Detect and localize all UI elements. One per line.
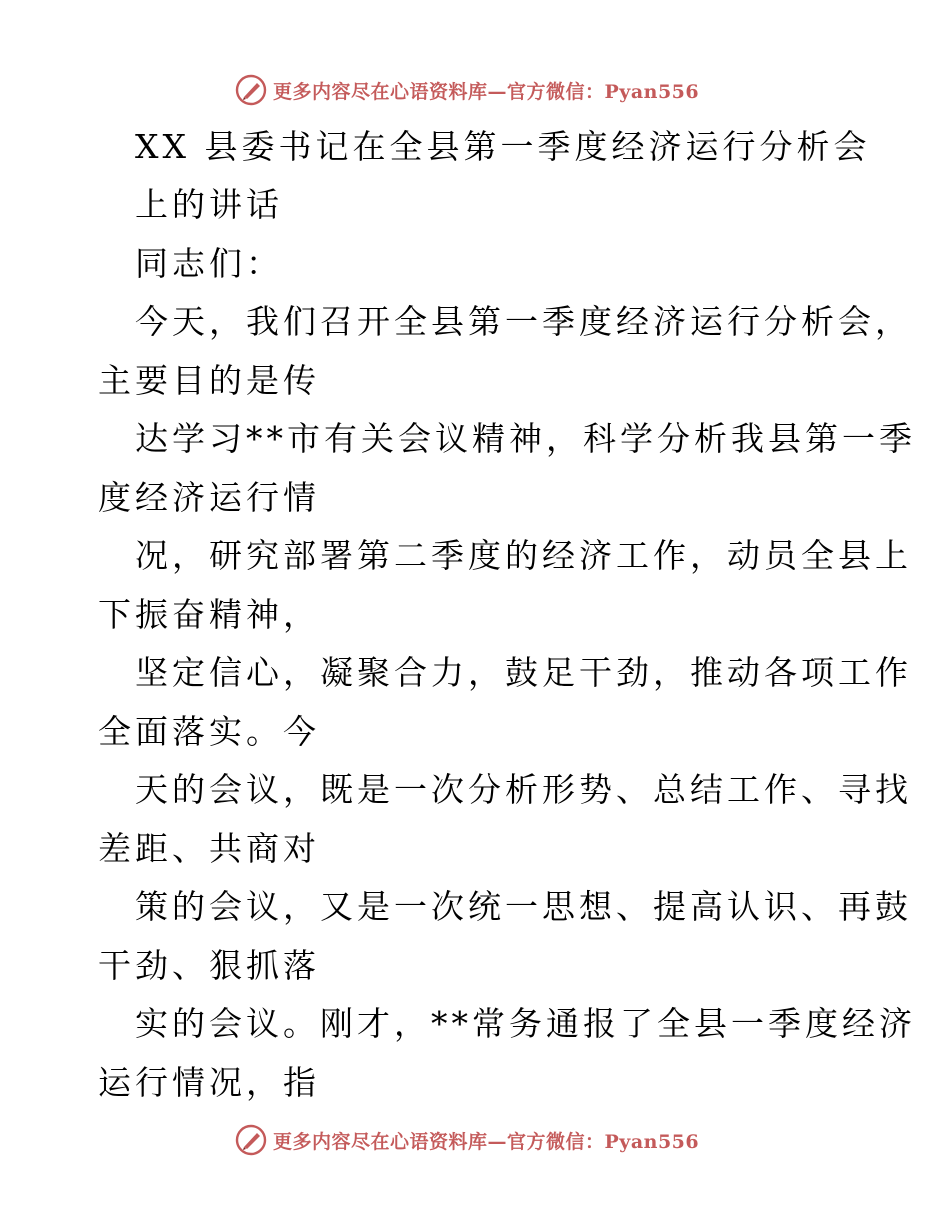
document-title-line-1: XX 县委书记在全县第一季度经济运行分析会 [135, 127, 871, 166]
body-line: 差距、共商对 [98, 829, 320, 868]
body-line: 全面落实。今 [98, 712, 320, 751]
body-line: 达学习**市有关会议精神，科学分析我县第一季 [135, 419, 916, 458]
document-title-line-2: 上的讲话 [135, 185, 283, 224]
body-line: 坚定信心，凝聚合力，鼓足干劲，推动各项工作 [135, 653, 912, 692]
body-line: 主要目的是传 [98, 361, 320, 400]
pen-logo-icon [235, 74, 267, 106]
body-line: 下振奋精神， [98, 595, 320, 634]
body-line: 度经济运行情 [98, 478, 320, 517]
watermark-text: 更多内容尽在心语资料库—官方微信：Pyan556 [273, 80, 700, 103]
body-line: 运行情况，指 [98, 1063, 320, 1102]
pen-logo-icon [235, 1124, 267, 1156]
footer-watermark [235, 1123, 699, 1157]
header-watermark [235, 73, 699, 107]
body-line: 天的会议，既是一次分析形势、总结工作、寻找 [135, 770, 912, 809]
salutation: 同志们： [135, 244, 283, 283]
body-line: 干劲、狠抓落 [98, 946, 320, 985]
body-line: 况，研究部署第二季度的经济工作，动员全县上 [135, 536, 912, 575]
watermark-text: 更多内容尽在心语资料库—官方微信：Pyan556 [273, 1130, 700, 1153]
body-line: 今天，我们召开全县第一季度经济运行分析会， [135, 302, 912, 341]
body-line: 实的会议。刚才，**常务通报了全县一季度经济 [135, 1004, 916, 1043]
body-line: 策的会议，又是一次统一思想、提高认识、再鼓 [135, 887, 912, 926]
